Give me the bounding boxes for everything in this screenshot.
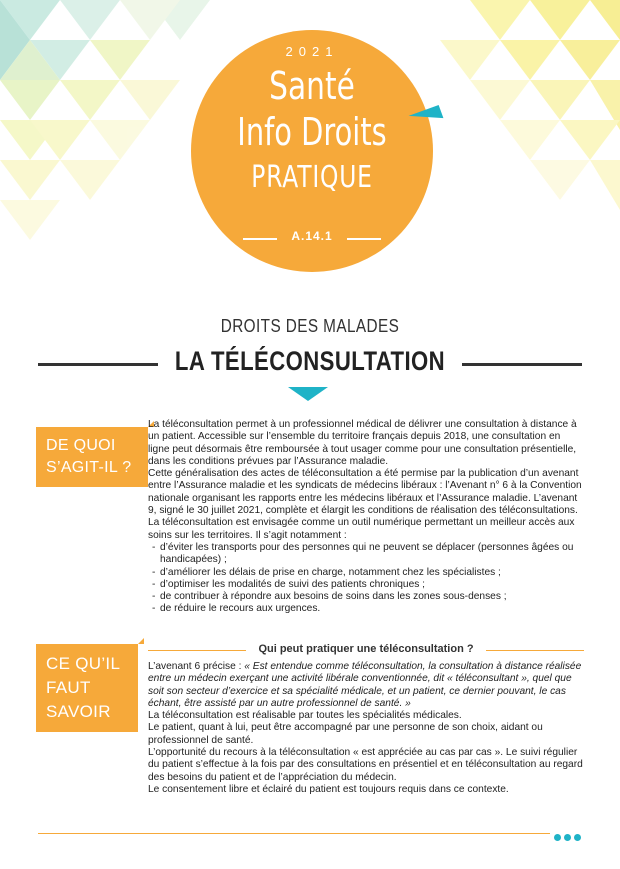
header-title-line3: PRATIQUE xyxy=(251,160,373,195)
page-subtitle: DROITS DES MALADES xyxy=(220,316,400,336)
paragraph: Cette généralisation des actes de téléconsultation a été permise par la publication d’un avenant entre l’Assurance maladie et les syndicats de médecins libéraux : l’Avenant n° 6 à la Convention nationale organisant les rapports entre les médecins libéraux et l’Assurance maladie. L’avenant 9, signé le 30 juillet 2021, complète et élargit les conditions de réalisation des téléconsultations. xyxy=(148,468,582,517)
section-label-line: CE QU’IL xyxy=(46,654,121,673)
section-label-line: S’AGIT-IL ? xyxy=(46,459,132,476)
paragraph: La téléconsultation est envisagée comme un outil numérique permettant un meilleur accès aux soins sur les territoires. Il s’agit notamment : xyxy=(148,517,575,541)
label-notch xyxy=(138,638,144,644)
section-body-know xyxy=(148,661,584,796)
question-text: Qui peut pratiquer une téléconsultation ? xyxy=(258,643,474,655)
header-title-line1: Santé xyxy=(269,64,355,108)
section-label-line: DE QUOI xyxy=(46,437,116,454)
section-body-what xyxy=(148,419,584,616)
title-pointer-icon xyxy=(288,387,328,401)
question-rule-right xyxy=(486,650,584,651)
paragraph xyxy=(148,661,584,710)
paragraph: Le consentement libre et éclairé du patient est toujours requis dans ce contexte. xyxy=(148,783,509,795)
code-line-right xyxy=(347,238,381,240)
header-code: A.14.1 xyxy=(291,229,333,243)
footer-rule xyxy=(38,833,550,834)
list-item: - d’éviter les transports pour des personnes qui ne peuvent se déplacer (personnes âgées ou handicapées) ; xyxy=(148,542,584,567)
page-title-wrap xyxy=(38,346,582,380)
goals-list xyxy=(148,542,584,616)
paragraph: La téléconsultation est réalisable par toutes les spécialités médicales. xyxy=(148,710,462,722)
paragraph: L’opportunité du recours à la téléconsultation « est appréciée au cas par cas ». Le suivi régulier du patient s’effectue à la fois par des consultations en présentiel et en téléconsultation au regard des besoins du patient et de l’appréciation du médecin. xyxy=(148,747,583,783)
paragraph: Le patient, quant à lui, peut être accompagné par une personne de son choix, aidant ou professionnel de santé. xyxy=(148,722,543,746)
header-badge xyxy=(191,30,433,272)
section-label-know xyxy=(36,644,138,732)
footer-dots-icon xyxy=(554,828,584,846)
list-item: - de réduire le recours aux urgences. xyxy=(148,603,584,615)
list-item: - d’optimiser les modalités de suivi des patients chroniques ; xyxy=(148,579,584,591)
paragraph: La téléconsultation permet à un professionnel médical de délivrer une consultation à distance à un patient. Accessible sur l’ensemble du territoire français depuis 2018, une consultation en ligne peut désormais être remboursée à tout usager comme pour une consultation présentielle, dans les conditions prévues par l’Assurance maladie. xyxy=(148,419,577,467)
list-item: - de contribuer à répondre aux besoins de soins dans les zones sous-denses ; xyxy=(148,591,584,603)
title-rule-right xyxy=(462,363,582,366)
quote-text: « Est entendue comme téléconsultation, la consultation à distance réalisée entre un médecin exerçant une activité libérale conventionnée, dit « téléconsultant », quel que soit son secteur d’exercice et sa spécialité médicale, et un patient, ce dernier pouvant, le cas échant, être assisté par un autre professionnel de santé. » xyxy=(148,661,582,709)
section-label-what xyxy=(36,427,148,487)
page-title: LA TÉLÉCONSULTATION xyxy=(174,346,446,376)
header-year: 2021 xyxy=(285,44,339,59)
section-label-line: FAUT xyxy=(46,678,91,697)
section-label-line: SAVOIR xyxy=(46,702,111,721)
quote-lead: L’avenant 6 précise : xyxy=(148,661,245,672)
question-heading xyxy=(148,643,584,657)
list-item: - d’améliorer les délais de prise en charge, notamment chez les spécialistes ; xyxy=(148,567,584,579)
header-title-line2: Info Droits xyxy=(237,110,387,154)
